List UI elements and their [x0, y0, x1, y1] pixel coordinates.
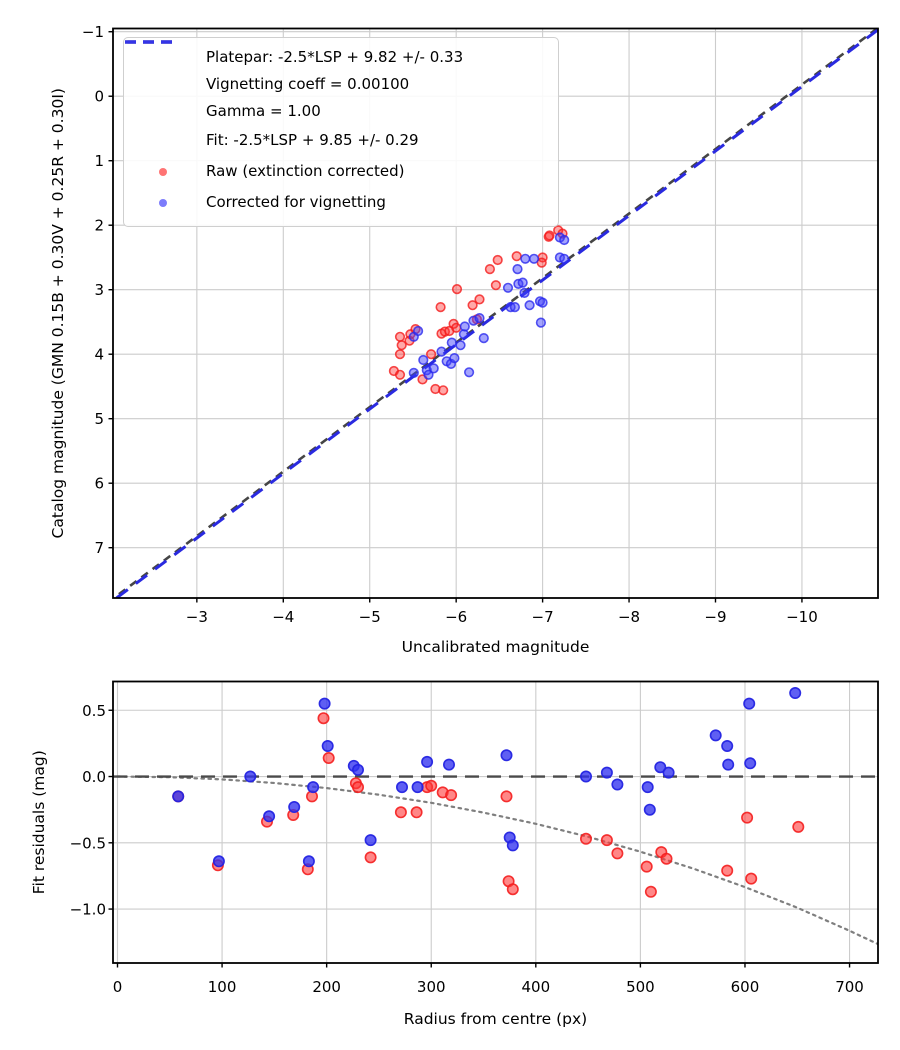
x-tick-label: 100	[207, 978, 237, 996]
scatter-point-blue	[538, 298, 547, 307]
scatter-point-blue	[450, 354, 459, 363]
legend-item	[132, 187, 550, 218]
legend-item	[132, 125, 550, 156]
scatter-point-blue	[745, 758, 755, 768]
legend-item	[132, 156, 550, 187]
legend	[123, 37, 559, 227]
legend-label	[206, 44, 463, 125]
y-tick-label: −0.5	[69, 834, 106, 853]
scatter-point-red	[545, 231, 554, 240]
scatter-point-red	[475, 295, 484, 304]
scatter-point-blue	[744, 698, 754, 708]
scatter-point-red	[746, 873, 756, 883]
scatter-point-blue	[319, 698, 329, 708]
y-axis-label: Catalog magnitude (GMN 0.15B + 0.30V + 0.25R + 0.30I)	[49, 88, 67, 539]
legend-label	[206, 127, 419, 154]
x-tick-label: 300	[416, 978, 446, 996]
x-tick-label: −3	[185, 608, 208, 626]
scatter-point-red	[318, 713, 328, 723]
scatter-point-blue	[525, 301, 534, 310]
scatter-point-blue	[581, 771, 591, 781]
scatter-point-red	[661, 854, 671, 864]
scatter-point-blue	[308, 782, 318, 792]
legend-label-line: Platepar: -2.5*LSP + 9.82 +/- 0.33	[206, 48, 464, 66]
bottom-plot-axes	[30, 682, 878, 1029]
x-tick-label: −5	[358, 608, 381, 626]
scatter-point-blue	[513, 265, 522, 274]
x-tick-label: −8	[617, 608, 641, 626]
scatter-point-blue	[323, 741, 333, 751]
scatter-point-blue	[437, 347, 446, 356]
x-axis-label: Radius from centre (px)	[403, 1010, 588, 1028]
scatter-point-blue	[723, 759, 733, 769]
scatter-point-blue	[480, 334, 489, 343]
scatter-point-blue	[304, 856, 314, 866]
x-tick-label: −4	[272, 608, 295, 626]
scatter-point-blue	[663, 767, 673, 777]
scatter-point-blue	[353, 765, 363, 775]
y-tick-label: 5	[94, 410, 104, 429]
scatter-point-blue	[643, 782, 653, 792]
scatter-point-blue	[414, 327, 423, 336]
scatter-point-red	[453, 285, 462, 294]
scatter-point-blue	[456, 341, 465, 350]
scatter-point-red	[365, 852, 375, 862]
scatter-point-blue	[264, 811, 274, 821]
scatter-point-blue	[214, 856, 224, 866]
y-axis-label: Fit residuals (mag)	[30, 750, 48, 895]
scatter-point-blue	[530, 254, 539, 263]
scatter-point-red	[793, 822, 803, 832]
x-tick-label: −6	[445, 608, 468, 626]
scatter-point-blue	[560, 254, 569, 263]
scatter-point-red	[396, 371, 405, 380]
scatter-point-red	[581, 834, 591, 844]
legend-dot-swatch	[132, 168, 194, 176]
scatter-point-blue	[645, 805, 655, 815]
scatter-point-red	[508, 884, 518, 894]
scatter-point-red	[396, 350, 405, 359]
blue-dot-icon	[159, 199, 167, 207]
scatter-point-red	[436, 303, 445, 312]
scatter-point-red	[646, 887, 656, 897]
scatter-point-red	[612, 848, 622, 858]
series-red	[173, 713, 804, 897]
y-tick-label: 2	[94, 216, 104, 235]
y-tick-label: 4	[94, 345, 104, 364]
y-tick-label: 6	[94, 474, 104, 493]
scatter-point-red	[411, 807, 421, 817]
y-tick-label: −1.0	[69, 900, 106, 919]
y-tick-label: 1	[94, 152, 104, 171]
legend-item	[132, 44, 550, 125]
scatter-point-blue	[504, 284, 513, 293]
scatter-point-blue	[520, 289, 529, 298]
scatter-point-blue	[429, 364, 438, 373]
scatter-point-blue	[501, 750, 511, 760]
scatter-point-blue	[465, 368, 474, 377]
scatter-point-red	[452, 324, 461, 333]
scatter-point-blue	[410, 369, 419, 378]
scatter-point-red	[439, 386, 448, 395]
y-tick-label: 0	[94, 87, 104, 106]
scatter-point-blue	[412, 782, 422, 792]
scatter-point-blue	[397, 782, 407, 792]
scatter-point-red	[396, 333, 405, 342]
scatter-point-red	[396, 807, 406, 817]
scatter-point-blue	[448, 338, 457, 347]
x-tick-label: 400	[521, 978, 551, 996]
scatter-point-blue	[508, 840, 518, 850]
legend-label	[206, 158, 404, 185]
x-tick-label: 600	[730, 978, 760, 996]
scatter-point-blue	[511, 303, 520, 312]
scatter-point-blue	[602, 767, 612, 777]
x-tick-label: 700	[835, 978, 864, 996]
scatter-point-blue	[475, 314, 484, 323]
scatter-point-red	[742, 812, 752, 822]
scatter-point-red	[324, 753, 334, 763]
legend-label-line: Raw (extinction corrected)	[206, 162, 405, 180]
x-tick-label: −9	[704, 608, 727, 626]
scatter-point-blue	[612, 779, 622, 789]
scatter-point-blue	[537, 318, 546, 327]
y-tick-label: 3	[94, 281, 104, 300]
dash-line-icon	[124, 38, 178, 46]
scatter-point-red	[486, 265, 495, 274]
scatter-point-blue	[790, 688, 800, 698]
scatter-point-red	[493, 256, 502, 265]
x-tick-label: 500	[626, 978, 655, 996]
scatter-point-blue	[722, 741, 732, 751]
scatter-point-blue	[289, 802, 299, 812]
scatter-point-red	[426, 781, 436, 791]
scatter-point-red	[427, 350, 436, 359]
legend-label	[206, 189, 386, 216]
scatter-point-blue	[444, 759, 454, 769]
scatter-point-blue	[365, 835, 375, 845]
axes-frame	[113, 682, 878, 964]
scatter-point-blue	[173, 791, 183, 801]
scatter-point-blue	[422, 757, 432, 767]
scatter-point-blue	[521, 254, 530, 263]
scatter-point-blue	[419, 356, 428, 365]
scatter-point-red	[722, 865, 732, 875]
x-tick-label: −7	[531, 608, 554, 626]
x-tick-label: −10	[786, 608, 818, 626]
x-tick-label: 0	[112, 978, 123, 996]
legend-label-line: Corrected for vignetting	[206, 193, 386, 211]
legend-label-line: Fit: -2.5*LSP + 9.85 +/- 0.29	[206, 131, 419, 149]
scatter-point-red	[492, 281, 501, 290]
y-tick-label: 7	[94, 539, 104, 558]
legend-dot-swatch	[132, 199, 194, 207]
vignetting-model-curve	[118, 777, 878, 945]
scatter-point-red	[353, 782, 363, 792]
scatter-point-blue	[711, 730, 721, 740]
scatter-point-blue	[461, 322, 470, 331]
scatter-point-blue	[560, 236, 569, 245]
y-tick-label: −1	[81, 23, 104, 42]
scatter-point-red	[512, 252, 521, 261]
y-tick-label: 0.5	[82, 701, 106, 720]
y-tick-label: 0.0	[82, 768, 106, 787]
legend-label-line: Vignetting coeff = 0.00100	[206, 75, 410, 93]
scatter-point-blue	[518, 278, 527, 287]
scatter-point-red	[446, 790, 456, 800]
legend-label-line: Gamma = 1.00	[206, 102, 321, 120]
red-dot-icon	[159, 168, 167, 176]
x-tick-label: 200	[312, 978, 341, 996]
scatter-point-red	[501, 791, 511, 801]
scatter-point-blue	[245, 771, 255, 781]
scatter-point-red	[642, 861, 652, 871]
x-axis-label: Uncalibrated magnitude	[401, 638, 590, 656]
scatter-point-red	[602, 835, 612, 845]
